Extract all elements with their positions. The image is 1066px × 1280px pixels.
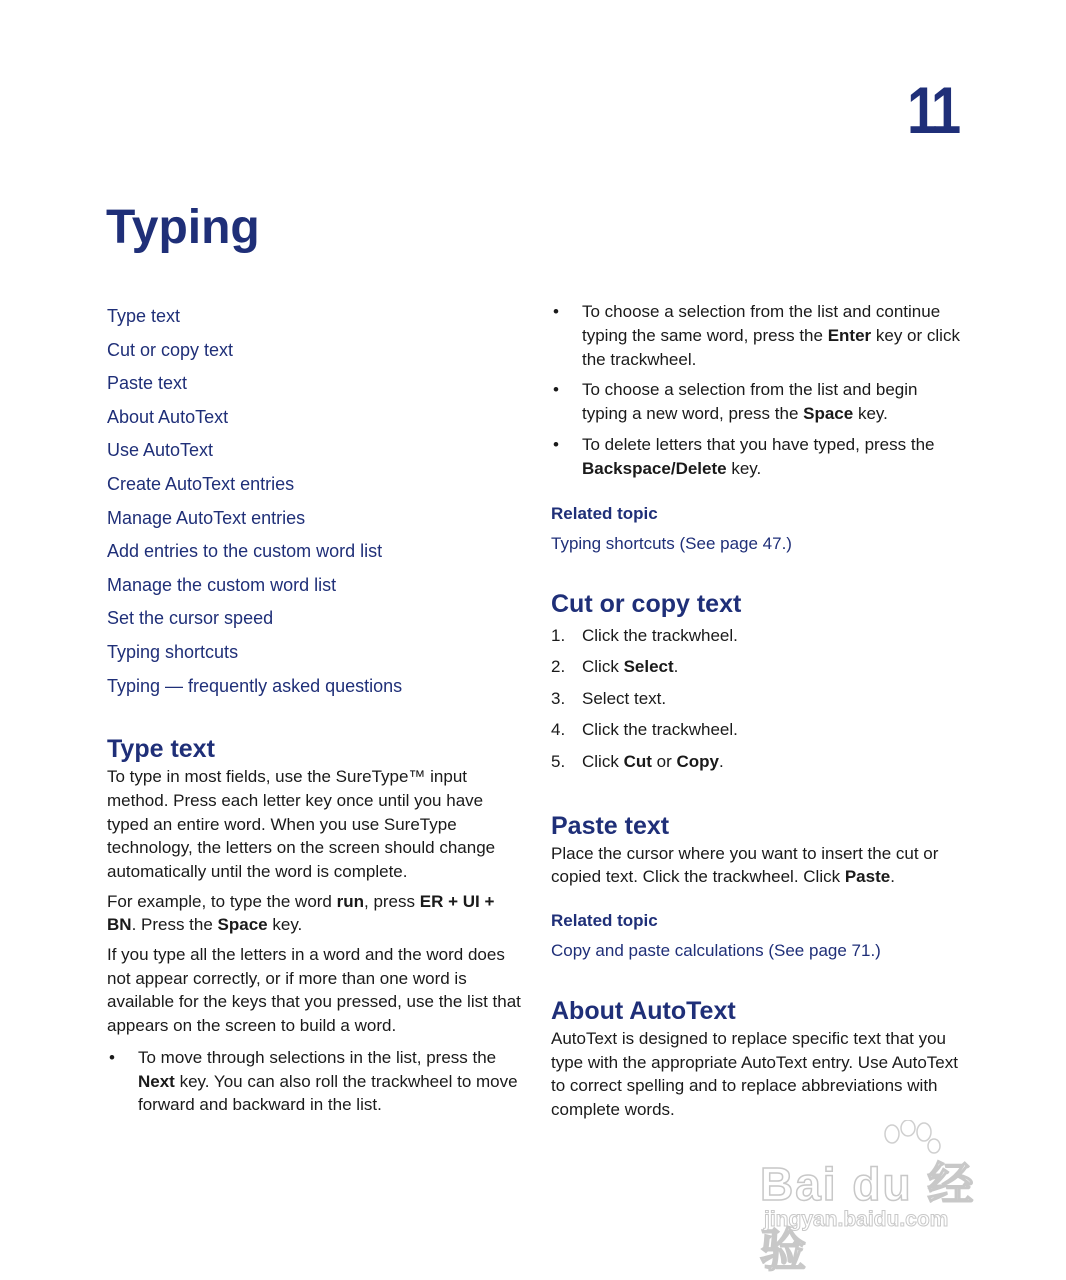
section-heading-paste: Paste text	[551, 811, 670, 840]
toc-link-cut-copy[interactable]: Cut or copy text	[107, 339, 234, 360]
step-item: 4. Click the trackwheel.	[551, 720, 738, 740]
related-topic-link[interactable]: Copy and paste calculations (See page 71.)	[551, 940, 881, 960]
section-heading-cut-copy: Cut or copy text	[551, 589, 742, 618]
bullet-list	[551, 300, 961, 481]
watermark-logo: Bai du 经验	[760, 1158, 976, 1276]
toc-link-use-autotext[interactable]: Use AutoText	[107, 440, 214, 461]
right-column	[551, 300, 961, 1122]
toc-link-create-autotext[interactable]: Create AutoText entries	[107, 473, 295, 494]
paragraph: AutoText is designed to replace specific text that you type with the appropriate AutoText entry. Use AutoText to correct spelling and to replace abbreviations with complete words.	[551, 1028, 958, 1120]
section-heading-type-text: Type text	[107, 735, 215, 764]
step-item: 2. Click Select.	[551, 657, 679, 677]
baidu-watermark	[760, 1120, 1000, 1276]
steps-list	[551, 620, 961, 778]
related-topic-link[interactable]: Typing shortcuts (See page 47.)	[551, 533, 792, 553]
list-item: • To choose a selection from the list and continue typing the same word, press the Enter key or click the trackwheel.	[551, 300, 961, 371]
toc-link-add-entries[interactable]: Add entries to the custom word list	[107, 541, 383, 562]
paragraph: If you type all the letters in a word and the word does not appear correctly, or if more than one word is available for the keys that you pressed, use the list that appears on the screen to build a word.	[107, 945, 521, 1036]
step-item: 3. Select text.	[551, 688, 667, 708]
related-topic-heading: Related topic	[551, 910, 658, 930]
toc-link-cursor-speed[interactable]: Set the cursor speed	[107, 608, 274, 629]
toc-link-about-autotext[interactable]: About AutoText	[107, 406, 229, 427]
section-heading-about-autotext: About AutoText	[551, 996, 736, 1025]
list-item: • To delete letters that you have typed, press the Backspace/Delete key.	[551, 433, 961, 481]
paragraph: For example, to type the word run, press ER + UI + BN. Press the Space key.	[107, 891, 495, 935]
step-item: 5. Click Cut or Copy.	[551, 751, 724, 771]
chapter-toc	[107, 300, 527, 703]
left-column	[107, 300, 527, 1124]
toc-link-paste[interactable]: Paste text	[107, 373, 188, 394]
toc-link-manage-autotext[interactable]: Manage AutoText entries	[107, 507, 306, 528]
paragraph: Place the cursor where you want to insert the cut or copied text. Click the trackwheel. Click Paste.	[551, 843, 939, 887]
chapter-title: Typing	[106, 201, 260, 254]
paragraph: To type in most fields, use the SureType™ input method. Press each letter key once until you have typed an entire word. When you use SureType technology, the letters on the screen should change automatically until the word is complete.	[107, 767, 496, 881]
toc-link-manage-word-list[interactable]: Manage the custom word list	[107, 574, 337, 595]
list-item: • To move through selections in the list, press the Next key. You can also roll the trackwheel to move forward and backward in the list.	[107, 1046, 527, 1117]
chapter-number: 11	[907, 73, 958, 147]
toc-link-faq[interactable]: Typing — frequently asked questions	[107, 675, 403, 696]
related-topic-heading: Related topic	[551, 503, 658, 523]
watermark-url: jingyan.baidu.com	[764, 1208, 949, 1231]
list-item: • To choose a selection from the list and begin typing a new word, press the Space key.	[551, 378, 961, 426]
toc-link-type-text[interactable]: Type text	[107, 306, 181, 326]
step-item: 1. Click the trackwheel.	[551, 625, 738, 645]
bullet-list	[107, 1046, 527, 1117]
toc-link-typing-shortcuts[interactable]: Typing shortcuts	[107, 641, 239, 662]
